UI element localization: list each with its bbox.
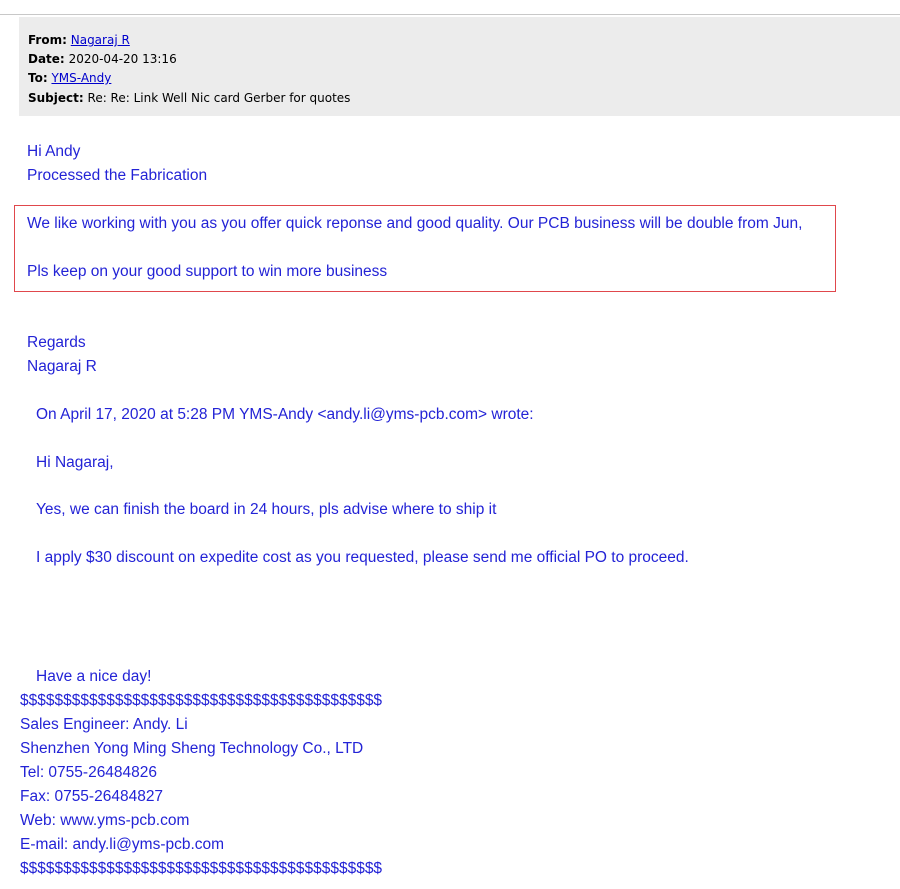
to-link[interactable]: YMS-Andy xyxy=(51,71,112,85)
signature-title: Sales Engineer: Andy. Li xyxy=(20,716,188,733)
signature-divider-top: $$$$$$$$$$$$$$$$$$$$$$$$$$$$$$$$$$$$$$$$$$ xyxy=(20,692,383,709)
signature-fax: Fax: 0755-26484827 xyxy=(20,788,164,805)
quoted-line-1: Yes, we can finish the board in 24 hours, pls advise where to ship it xyxy=(36,501,497,518)
subject-row xyxy=(28,91,350,106)
signature-divider-bottom: $$$$$$$$$$$$$$$$$$$$$$$$$$$$$$$$$$$$$$$$$$ xyxy=(20,860,383,877)
quoted-intro: On April 17, 2020 at 5:28 PM YMS-Andy <andy.li@yms-pcb.com> wrote: xyxy=(36,406,534,423)
signature-email: E-mail: andy.li@yms-pcb.com xyxy=(20,836,225,853)
signature-tel: Tel: 0755-26484826 xyxy=(20,764,158,781)
subject-label: Subject: xyxy=(28,91,84,105)
from-row xyxy=(28,33,130,48)
to-label: To: xyxy=(28,71,48,85)
from-label: From: xyxy=(28,33,67,47)
top-divider xyxy=(0,14,900,15)
highlight-line-2: Pls keep on your good support to win more business xyxy=(27,263,388,280)
date-row xyxy=(28,52,177,67)
reply-greeting: Hi Andy xyxy=(27,143,81,160)
from-link[interactable]: Nagaraj R xyxy=(70,33,130,47)
date-value: 2020-04-20 13:16 xyxy=(68,52,177,66)
highlight-line-1: We like working with you as you offer quick reponse and good quality. Our PCB business will be double from Jun, xyxy=(27,215,803,232)
to-row xyxy=(28,71,111,86)
email-header xyxy=(19,17,900,116)
signature-web: Web: www.yms-pcb.com xyxy=(20,812,190,829)
reply-regards: Regards xyxy=(27,334,86,351)
quoted-line-2: I apply $30 discount on expedite cost as you requested, please send me official PO to proceed. xyxy=(36,549,689,566)
subject-value: Re: Re: Link Well Nic card Gerber for quotes xyxy=(87,91,351,105)
quoted-greeting: Hi Nagaraj, xyxy=(36,454,114,471)
quoted-closing: Have a nice day! xyxy=(36,668,152,685)
reply-signature-name: Nagaraj R xyxy=(27,358,97,375)
signature-company: Shenzhen Yong Ming Sheng Technology Co., LTD xyxy=(20,740,364,757)
reply-line-1: Processed the Fabrication xyxy=(27,167,208,184)
date-label: Date: xyxy=(28,52,65,66)
